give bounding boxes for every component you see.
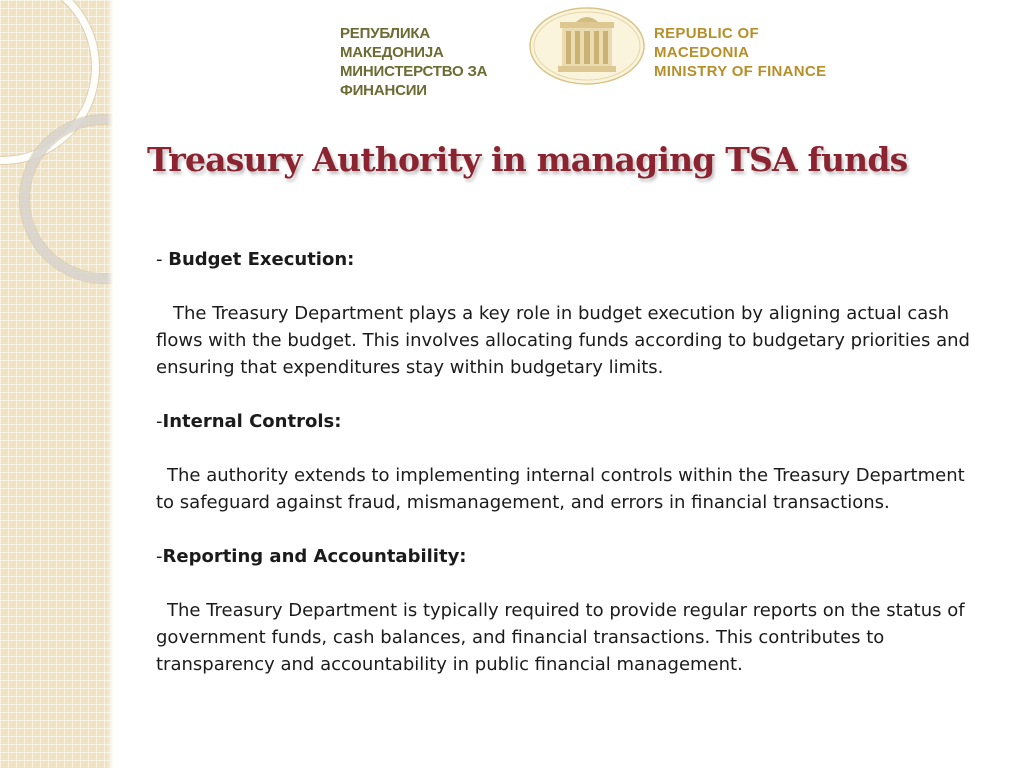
ministry-name-macedonian: РЕПУБЛИКА МАКЕДОНИЈА МИНИСТЕРСТВО ЗА ФИНАНСИИ [340,25,488,99]
slide-content [156,246,986,678]
section-body: The authority extends to implementing internal controls within the Treasury Department to safeguard against fraud, mismanagement, and errors in financial transactions. [156,465,965,513]
ministry-header [113,0,1024,100]
section-body: The Treasury Department is typically required to provide regular reports on the status of government funds, cash balances, and financial transactions. This contributes to transparency and accountability in public financial management. [156,600,965,675]
section-heading: -Internal Controls: [156,411,342,432]
slide-title: Treasury Authority in managing TSA funds [147,140,908,179]
decorative-side-band [0,0,113,768]
section-heading: - Budget Execution: [156,249,355,270]
ministry-building-seal-icon [528,6,646,86]
section-heading: -Reporting and Accountability: [156,546,467,567]
section-body: The Treasury Department plays a key role in budget execution by aligning actual cash flows with the budget. This involves allocating funds according to budgetary priorities and ensuring that expenditures stay within budgetary limits. [156,303,970,378]
ministry-name-english: REPUBLIC OF MACEDONIA MINISTRY OF FINANCE [654,25,827,80]
